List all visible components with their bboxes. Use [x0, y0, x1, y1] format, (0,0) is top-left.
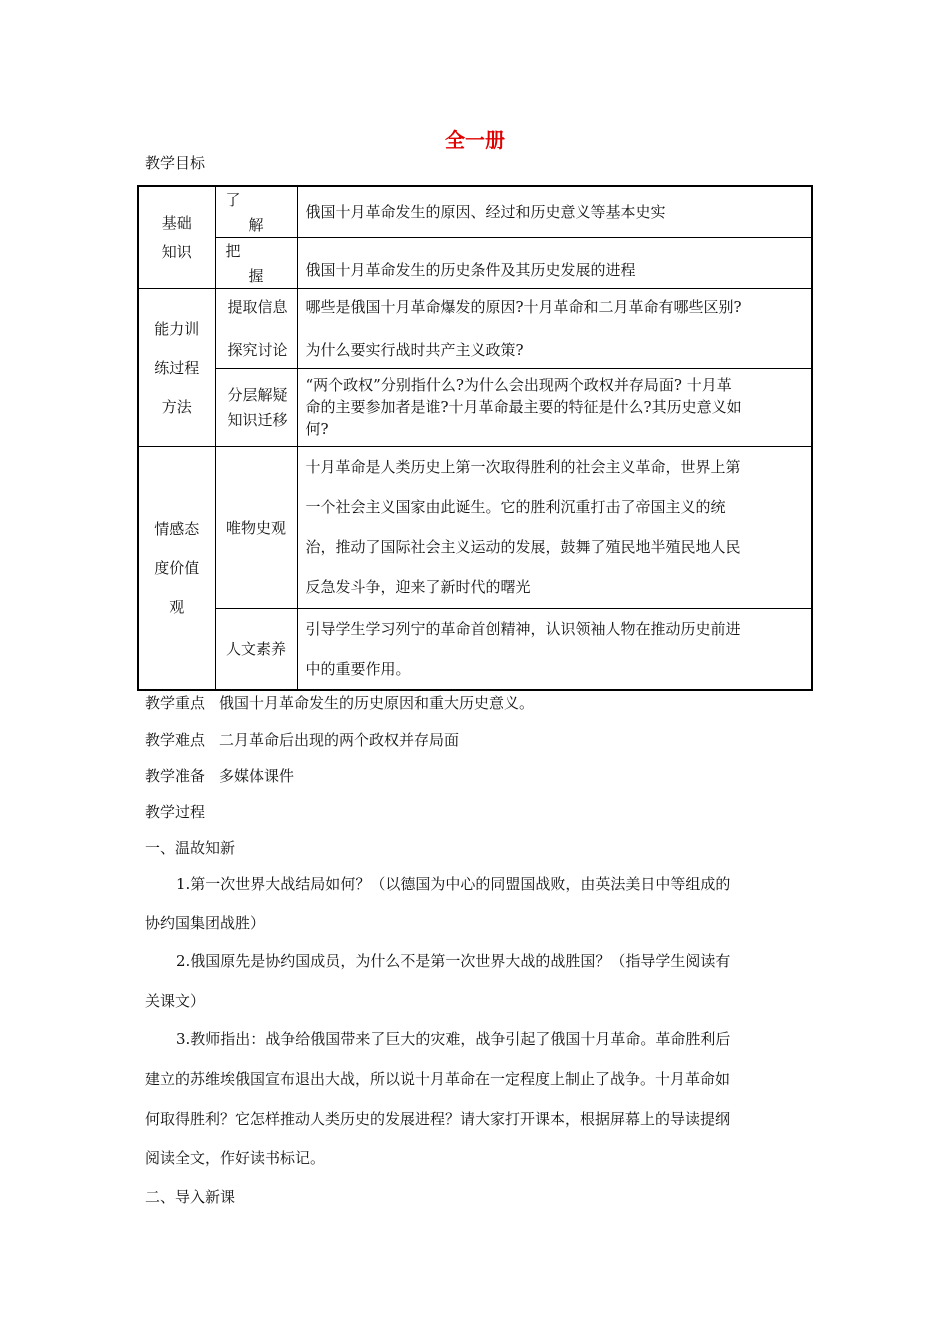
process-heading: 教学过程 — [145, 803, 206, 821]
row-content — [297, 446, 812, 608]
paragraph-line: 关课文） — [145, 992, 206, 1010]
content-text: 反急发斗争，迎来了新时代的曙光 — [305, 578, 531, 596]
paragraph-line: 协约国集团战胜） — [145, 914, 266, 932]
content-text: 何? — [305, 420, 329, 438]
label-text: 握 — [248, 266, 264, 285]
content-text: 十月革命是人类历史上第一次取得胜利的社会主义革命，世界上第 — [305, 458, 741, 476]
category-text: 情感态 — [154, 520, 200, 539]
category-ability — [138, 288, 215, 446]
content-text: 命的主要参加者是谁?十月革命最主要的特征是什么?其历史意义如 — [305, 398, 742, 416]
row-label: 人文素养 — [215, 608, 297, 690]
label-text: 了 — [225, 190, 241, 209]
content-text: 引导学生学习列宁的革命首创精神，认识领袖人物在推动历史前进 — [305, 619, 741, 638]
category-emotion — [138, 446, 215, 690]
difficulty-label: 教学难点 — [145, 731, 206, 749]
content-text: 治，推动了国际社会主义运动的发展，鼓舞了殖民地半殖民地人民 — [305, 538, 741, 556]
document-title: 全一册 — [445, 128, 505, 152]
difficulty-text: 二月革命后出现的两个政权并存局面 — [219, 731, 460, 749]
category-text: 能力训 — [154, 319, 200, 338]
category-basic — [138, 186, 215, 288]
table-row — [138, 237, 812, 288]
preparation-text: 多媒体课件 — [219, 767, 295, 785]
paragraph-line: 何取得胜利？它怎样推动人类历史的发展进程？请大家打开课本，根据屏幕上的导读提纲 — [145, 1110, 731, 1128]
category-text: 练过程 — [154, 358, 200, 377]
row-label — [215, 288, 297, 368]
label-text: 探究讨论 — [227, 341, 288, 359]
objectives-table — [137, 185, 813, 691]
table-row — [138, 608, 812, 690]
category-text: 方法 — [161, 397, 192, 416]
content-text: 中的重要作用。 — [305, 659, 411, 678]
row-label — [215, 186, 297, 237]
objectives-heading: 教学目标 — [145, 154, 206, 172]
label-text: 把 — [225, 241, 241, 260]
row-label — [215, 368, 297, 446]
label-text: 提取信息 — [227, 298, 288, 316]
paragraph-line: 建立的苏维埃俄国宣布退出大战，所以说十月革命在一定程度上制止了战争。十月革命如 — [145, 1070, 731, 1088]
preparation — [145, 765, 294, 786]
section2-heading: 二、导入新课 — [145, 1188, 236, 1206]
category-text: 知识 — [161, 243, 192, 262]
content-text: 一个社会主义国家由此诞生。它的胜利沉重打击了帝国主义的统 — [305, 498, 726, 516]
table-row — [138, 368, 812, 446]
row-content — [297, 288, 812, 368]
paragraph-line: 3.教师指出：战争给俄国带来了巨大的灾难，战争引起了俄国十月革命。革命胜利后 — [176, 1030, 731, 1048]
category-text: 基础 — [161, 214, 192, 233]
row-content — [297, 368, 812, 446]
content-text: “两个政权”分别指什么?为什么会出现两个政权并存局面? 十月革 — [305, 376, 732, 394]
preparation-label: 教学准备 — [145, 767, 206, 785]
paragraph-line: 阅读全文，作好读书标记。 — [145, 1149, 326, 1167]
table-row — [138, 186, 812, 237]
row-content — [297, 608, 812, 690]
difficulty — [145, 729, 459, 750]
table-row — [138, 288, 812, 368]
section1-heading: 一、温故知新 — [145, 839, 236, 857]
row-content: 俄国十月革命发生的历史条件及其历史发展的进程 — [297, 237, 812, 288]
paragraph-line: 2.俄国原先是协约国成员，为什么不是第一次世界大战的战胜国？（指导学生阅读有 — [176, 952, 731, 970]
row-label: 唯物史观 — [215, 446, 297, 608]
row-content: 俄国十月革命发生的原因、经过和历史意义等基本史实 — [297, 186, 812, 237]
key-point — [145, 692, 534, 713]
label-text: 分层解疑 — [227, 386, 288, 404]
content-text: 为什么要实行战时共产主义政策? — [305, 341, 524, 359]
row-label — [215, 237, 297, 288]
paragraph-line: 1.第一次世界大战结局如何？（以德国为中心的同盟国战败，由英法美日中等组成的 — [176, 875, 731, 893]
label-text: 解 — [248, 215, 264, 234]
key-point-label: 教学重点 — [145, 694, 206, 712]
key-point-text: 俄国十月革命发生的历史原因和重大历史意义。 — [219, 694, 535, 712]
category-text: 观 — [169, 598, 185, 617]
table-row — [138, 446, 812, 608]
label-text: 知识迁移 — [227, 411, 288, 429]
category-text: 度价值 — [154, 559, 200, 578]
content-text: 哪些是俄国十月革命爆发的原因?十月革命和二月革命有哪些区别? — [305, 298, 742, 316]
